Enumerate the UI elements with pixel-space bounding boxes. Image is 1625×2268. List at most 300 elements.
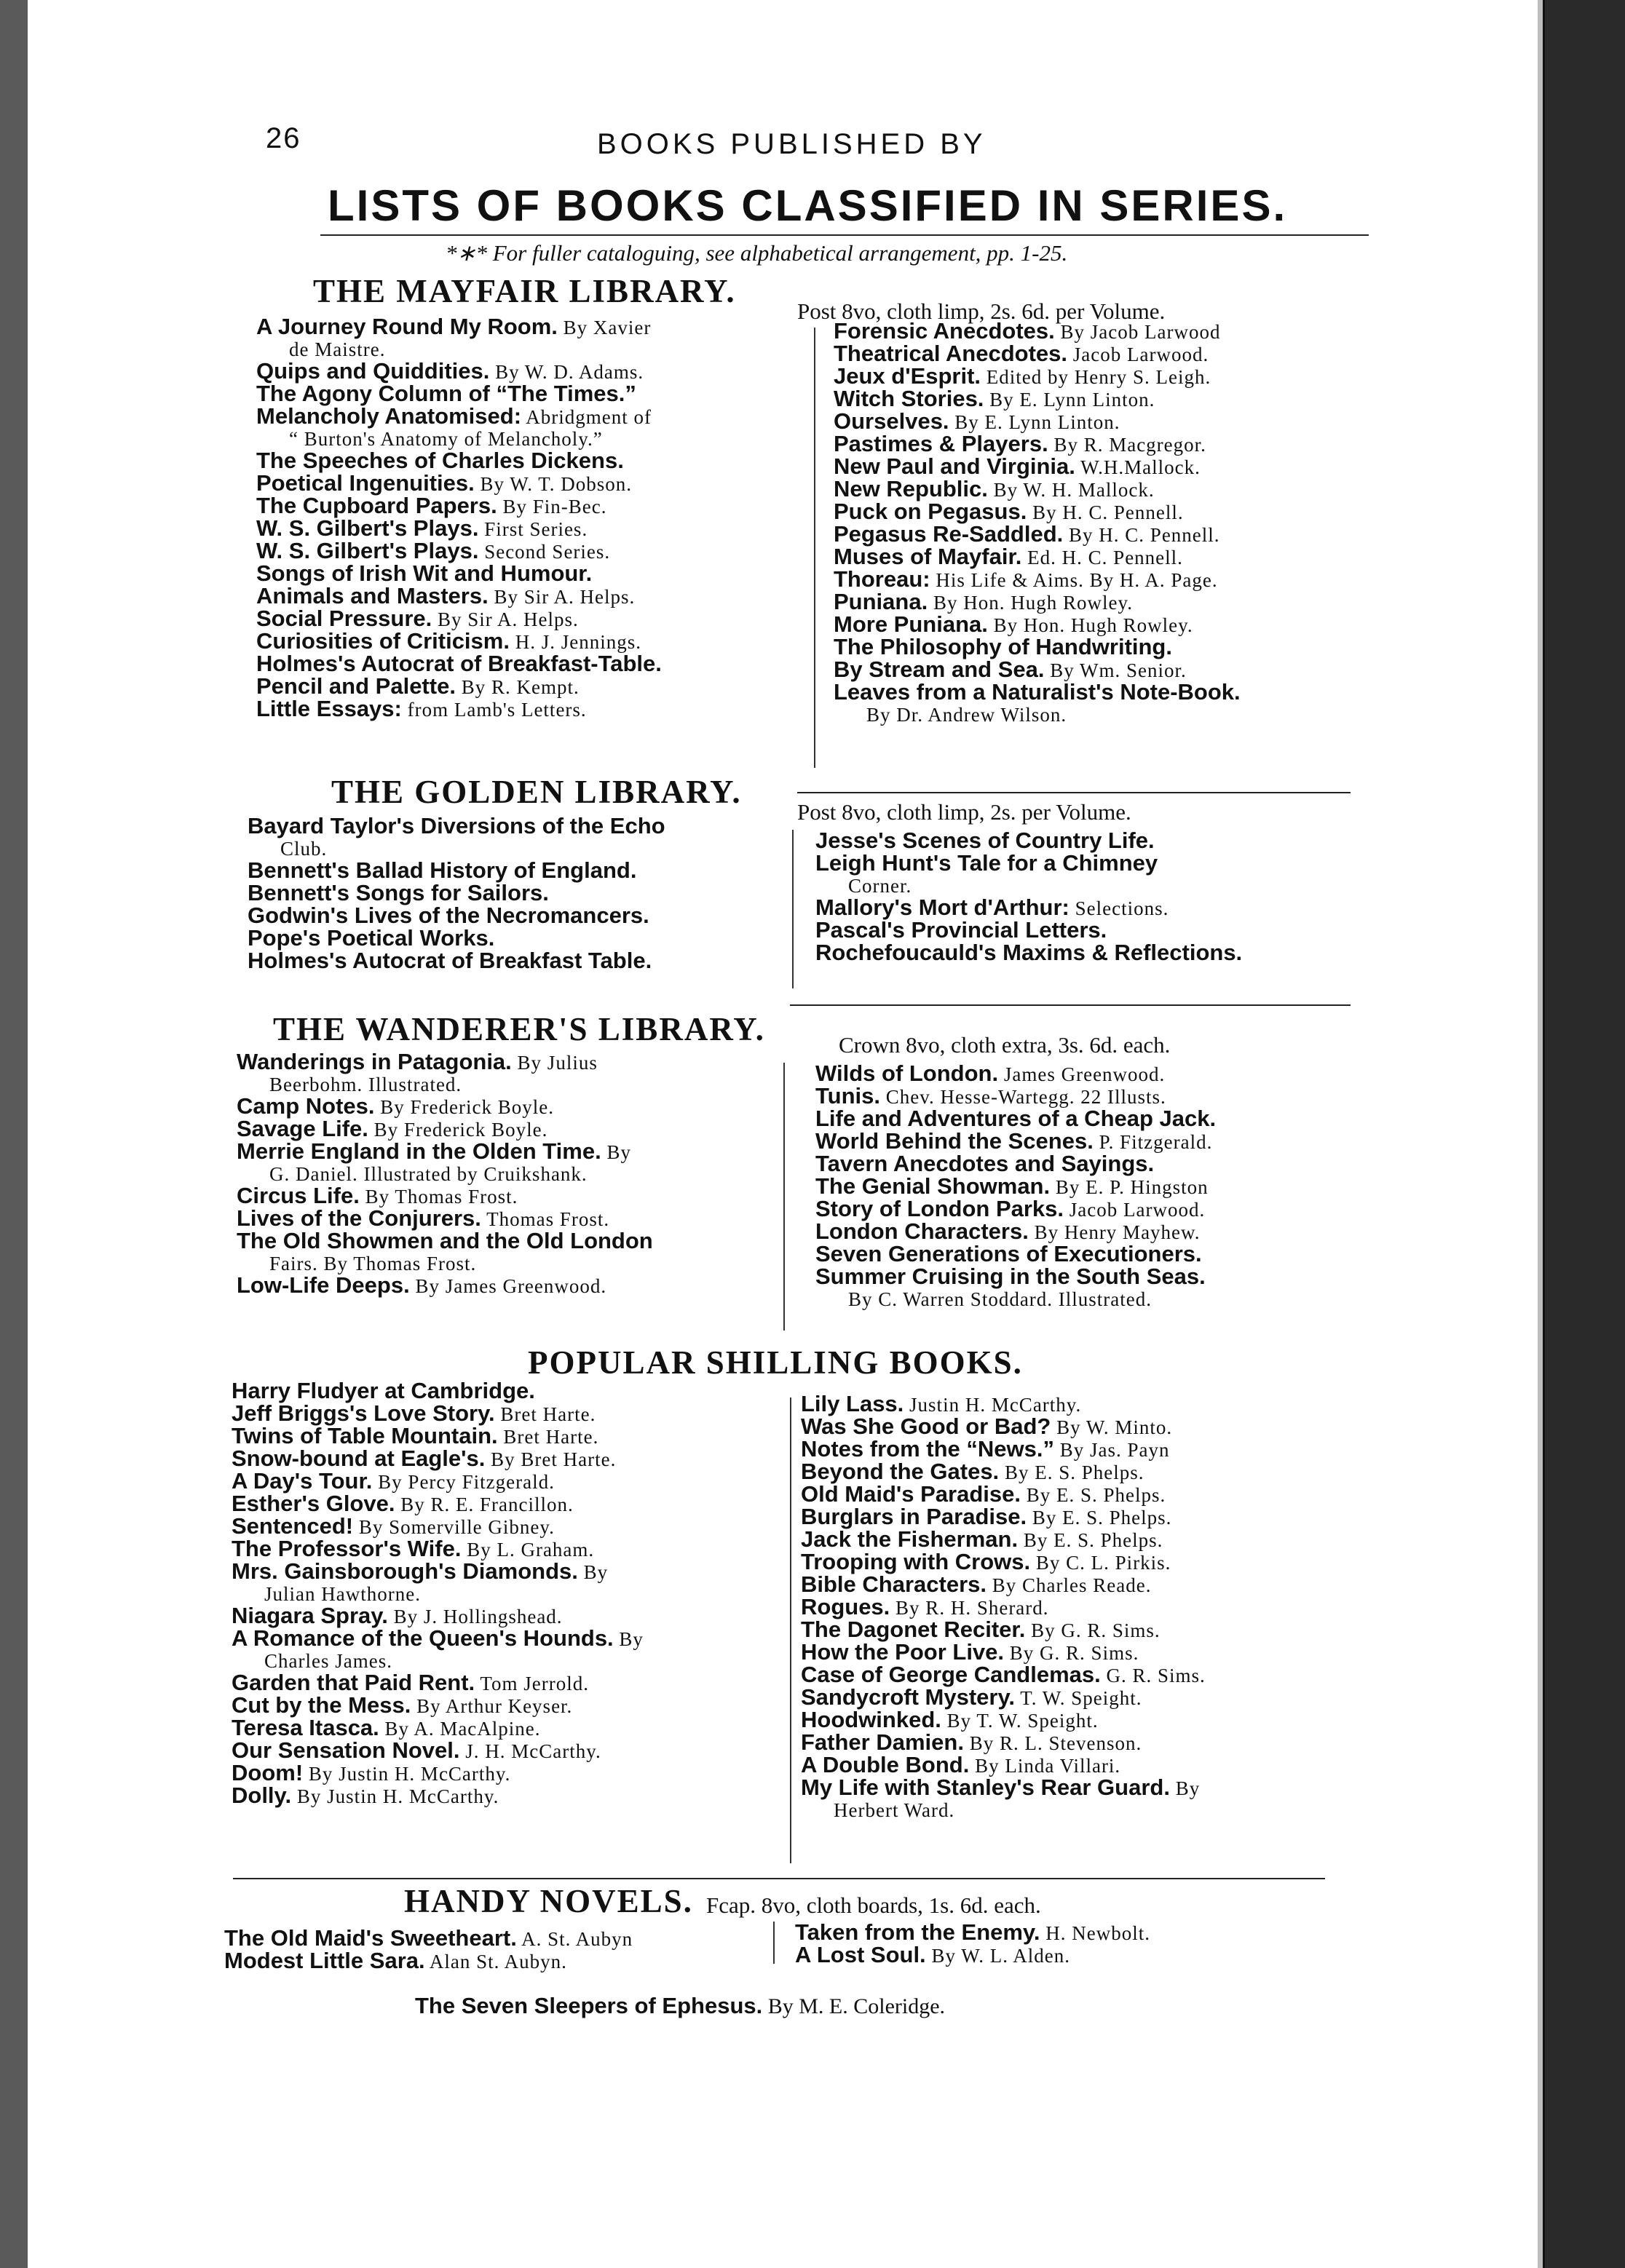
- book-entry: [232, 1605, 644, 1627]
- book-author: Alan St. Aubyn.: [424, 1951, 567, 1972]
- book-author: James Greenwood.: [998, 1063, 1166, 1085]
- book-author: By E. Lynn Linton.: [984, 389, 1155, 411]
- book-title: Quips and Quiddities.: [256, 358, 490, 384]
- book-entry: [801, 1729, 1206, 1755]
- book-entry: [834, 343, 1241, 365]
- book-title: Father Damien.: [801, 1729, 964, 1755]
- book-entry: [834, 365, 1241, 388]
- book-title: Garden that Paid Rent.: [232, 1670, 475, 1695]
- book-entry: [256, 585, 662, 608]
- book-title: Beyond the Gates.: [801, 1459, 1000, 1484]
- book-title: Tavern Anecdotes and Sayings.: [815, 1151, 1155, 1176]
- book-author: H. Newbolt.: [1040, 1922, 1150, 1944]
- book-entry: [834, 453, 1241, 479]
- book-title: Merrie England in the Olden Time.: [237, 1138, 601, 1164]
- book-title: Godwin's Lives of the Necromancers.: [248, 903, 649, 928]
- book-title: Jesse's Scenes of Country Life.: [815, 828, 1155, 853]
- book-author: By: [601, 1141, 631, 1163]
- book-entry: [815, 830, 1242, 852]
- shilling-rule: [233, 1878, 1325, 1879]
- book-entry: [834, 659, 1241, 681]
- golden-rule: [790, 1004, 1351, 1006]
- book-entry: [256, 383, 662, 405]
- book-author: By Henry Mayhew.: [1028, 1221, 1201, 1243]
- book-entry: [232, 1493, 644, 1515]
- book-entry-continuation: Fairs. By Thomas Frost.: [269, 1253, 477, 1274]
- handy-info: Fcap. 8vo, cloth boards, 1s. 6d. each.: [706, 1892, 1041, 1918]
- handy-divider: [773, 1922, 775, 1964]
- shilling-left-list: [232, 1380, 644, 1807]
- book-title: A Day's Tour.: [232, 1468, 373, 1494]
- book-author: By Justin H. McCarthy.: [303, 1763, 511, 1785]
- book-entry-continuation: Herbert Ward.: [834, 1799, 955, 1821]
- book-title: Notes from the “News.”: [801, 1436, 1054, 1462]
- last-entry-author: By M. E. Coleridge.: [762, 1994, 946, 2018]
- book-entry: [815, 1085, 1216, 1108]
- book-title: Curiosities of Criticism.: [256, 628, 510, 654]
- shilling-title: POPULAR SHILLING BOOKS.: [528, 1344, 1023, 1381]
- book-author: Edited by Henry S. Leigh.: [981, 366, 1211, 388]
- book-entry: [256, 495, 662, 518]
- book-entry: [232, 1717, 644, 1740]
- book-entry: [801, 1777, 1206, 1799]
- book-author: By: [613, 1628, 644, 1650]
- book-author: Abridgment of: [521, 406, 652, 428]
- book-title: The Old Showmen and the Old London: [237, 1228, 653, 1253]
- book-author: By Arthur Keyser.: [411, 1695, 573, 1717]
- book-author: By W. Minto.: [1051, 1416, 1173, 1438]
- book-title: My Life with Stanley's Rear Guard.: [801, 1775, 1170, 1800]
- book-entry: [801, 1754, 1206, 1777]
- book-entry-continuation: By Dr. Andrew Wilson.: [866, 704, 1067, 726]
- book-title: World Behind the Scenes.: [815, 1128, 1094, 1154]
- book-entry: [256, 360, 662, 383]
- book-author: By T. W. Speight.: [941, 1710, 1099, 1732]
- book-title: The Dagonet Reciter.: [801, 1617, 1026, 1642]
- book-entry: [801, 1686, 1206, 1709]
- book-entry: [237, 1118, 653, 1141]
- shilling-right-list: [801, 1393, 1206, 1821]
- handy-title: HANDY NOVELS.: [404, 1883, 693, 1919]
- book-title: Thoreau:: [834, 566, 930, 592]
- book-author: By W. H. Mallock.: [987, 479, 1155, 501]
- book-title: Witch Stories.: [834, 386, 984, 411]
- book-title: Doom!: [232, 1760, 304, 1785]
- book-title: Social Pressure.: [256, 606, 432, 631]
- book-entry: [248, 950, 665, 972]
- book-title: Seven Generations of Executioners.: [815, 1241, 1202, 1266]
- book-entry: [815, 1198, 1216, 1221]
- book-author: from Lamb's Letters.: [401, 699, 587, 721]
- book-entry: [256, 316, 662, 338]
- book-title: London Characters.: [815, 1218, 1029, 1244]
- book-title: Little Essays:: [256, 696, 402, 721]
- running-head: BOOKS PUBLISHED BY: [597, 128, 987, 160]
- book-author: By W. D. Adams.: [489, 361, 644, 383]
- book-title: Forensic Anecdotes.: [834, 318, 1055, 344]
- book-title: A Double Bond.: [801, 1752, 970, 1777]
- book-title: Tunis.: [815, 1083, 880, 1109]
- book-entry: [237, 1051, 653, 1074]
- book-title: Bennett's Songs for Sailors.: [248, 880, 549, 905]
- mayfair-divider: [814, 328, 815, 768]
- book-author: By Wm. Senior.: [1044, 659, 1187, 681]
- handy-left-list: [224, 1927, 633, 1972]
- book-entry: [256, 515, 662, 541]
- book-title: Melancholy Anatomised:: [256, 403, 522, 429]
- book-title: Wilds of London.: [815, 1060, 999, 1086]
- book-entry-continuation: de Maistre.: [289, 338, 386, 360]
- book-entry: [834, 546, 1241, 568]
- book-entry: [248, 927, 665, 950]
- book-entry: [834, 568, 1241, 591]
- book-entry: [815, 1060, 1216, 1086]
- book-title: Leigh Hunt's Tale for a Chimney: [815, 850, 1158, 876]
- book-author: Bret Harte.: [497, 1426, 599, 1448]
- book-author: By E. S. Phelps.: [1027, 1507, 1172, 1528]
- book-entry: [256, 472, 662, 495]
- book-entry: [237, 1230, 653, 1253]
- book-entry: [801, 1571, 1206, 1597]
- book-title: Puniana.: [834, 589, 928, 614]
- golden-left-list: [248, 815, 665, 972]
- book-title: Was She Good or Bad?: [801, 1413, 1051, 1439]
- book-title: Camp Notes.: [237, 1093, 375, 1119]
- book-entry-continuation: Charles James.: [264, 1650, 392, 1672]
- book-title: Leaves from a Naturalist's Note-Book.: [834, 679, 1241, 705]
- book-entry: [256, 675, 662, 698]
- book-title: Bennett's Ballad History of England.: [248, 857, 637, 883]
- book-entry: [815, 1266, 1216, 1288]
- book-entry: [232, 1785, 644, 1807]
- book-entry: [815, 1130, 1216, 1153]
- book-entry: [815, 1153, 1216, 1175]
- book-author: By Jacob Larwood: [1054, 321, 1221, 343]
- wanderer-divider: [783, 1063, 785, 1331]
- book-title: Theatrical Anecdotes.: [834, 341, 1068, 366]
- book-title: Pope's Poetical Works.: [248, 925, 495, 951]
- book-title: Lily Lass.: [801, 1391, 904, 1416]
- book-entry: [801, 1641, 1206, 1664]
- book-title: Rogues.: [801, 1594, 890, 1619]
- mayfair-info: Post 8vo, cloth limp, 2s. 6d. per Volume.: [797, 298, 1166, 324]
- book-author: Thomas Frost.: [481, 1208, 610, 1230]
- book-title: Taken from the Enemy.: [795, 1919, 1040, 1945]
- book-entry: [256, 608, 662, 630]
- book-entry: [801, 1528, 1206, 1551]
- book-entry: [232, 1694, 644, 1717]
- book-title: New Republic.: [834, 476, 988, 501]
- book-entry: [801, 1438, 1206, 1461]
- book-author: By Hon. Hugh Rowley.: [987, 614, 1193, 636]
- book-author: By L. Graham.: [461, 1539, 595, 1561]
- book-title: Burglars in Paradise.: [801, 1504, 1027, 1529]
- book-entry: [834, 611, 1241, 637]
- book-title: Life and Adventures of a Cheap Jack.: [815, 1106, 1217, 1131]
- book-entry: [232, 1558, 644, 1584]
- book-author: By Bret Harte.: [485, 1448, 617, 1470]
- book-author: By Somerville Gibney.: [353, 1516, 555, 1538]
- book-author: By Linda Villari.: [969, 1755, 1121, 1777]
- mayfair-left-list: [256, 316, 662, 721]
- wanderer-right-list: [815, 1060, 1217, 1310]
- book-title: Pastimes & Players.: [834, 431, 1048, 456]
- book-entry: [232, 1762, 644, 1785]
- book-entry-continuation: Beerbohm. Illustrated.: [269, 1074, 462, 1095]
- book-entry: [801, 1506, 1206, 1528]
- book-title: Pegasus Re-Saddled.: [834, 521, 1064, 547]
- book-title: Teresa Itasca.: [232, 1715, 379, 1740]
- book-title: Ourselves.: [834, 408, 949, 434]
- book-entry: [834, 388, 1241, 411]
- book-entry-continuation: “ Burton's Anatomy of Melancholy.”: [289, 428, 603, 450]
- book-author: P. Fitzgerald.: [1093, 1131, 1213, 1153]
- book-author: Ed. H. C. Pennell.: [1021, 547, 1183, 568]
- book-author: Jacob Larwood.: [1064, 1199, 1206, 1221]
- book-author: By E. S. Phelps.: [999, 1462, 1144, 1483]
- book-title: New Paul and Virginia.: [834, 453, 1075, 479]
- book-author: By H. C. Pennell.: [1063, 524, 1220, 546]
- book-title: Cut by the Mess.: [232, 1692, 411, 1718]
- book-title: Circus Life.: [237, 1183, 360, 1208]
- book-author: By Sir A. Helps.: [432, 608, 579, 630]
- book-title: Niagara Spray.: [232, 1603, 388, 1628]
- book-entry: [801, 1483, 1206, 1506]
- book-entry: [256, 540, 662, 563]
- book-author: By James Greenwood.: [409, 1275, 607, 1297]
- book-entry: [815, 1108, 1216, 1130]
- book-author: T. W. Speight.: [1015, 1687, 1142, 1709]
- book-author: By Percy Fitzgerald.: [372, 1471, 555, 1493]
- book-entry: [256, 560, 662, 586]
- book-title: Trooping with Crows.: [801, 1549, 1031, 1574]
- book-entry: [834, 591, 1241, 614]
- book-title: Holmes's Autocrat of Breakfast Table.: [248, 948, 652, 973]
- book-entry: [815, 897, 1242, 919]
- book-title: Poetical Ingenuities.: [256, 470, 475, 496]
- book-author: Chev. Hesse-Wartegg. 22 Illusts.: [879, 1086, 1166, 1108]
- mayfair-rule: [797, 792, 1351, 793]
- book-entry: [232, 1400, 644, 1426]
- last-entry-title: The Seven Sleepers of Ephesus.: [415, 1993, 763, 2018]
- book-entry: [834, 320, 1241, 343]
- book-title: Dolly.: [232, 1783, 292, 1808]
- book-title: Low-Life Deeps.: [237, 1272, 410, 1298]
- book-author: By Thomas Frost.: [359, 1186, 518, 1208]
- book-author: By R. H. Sherard.: [890, 1597, 1049, 1619]
- book-author: Second Series.: [478, 541, 611, 563]
- book-title: Muses of Mayfair.: [834, 544, 1022, 569]
- book-author: By R. L. Stevenson.: [963, 1732, 1142, 1754]
- book-entry: [256, 450, 662, 472]
- page-number: 26: [266, 122, 301, 154]
- wanderer-info: Crown 8vo, cloth extra, 3s. 6d. each.: [839, 1032, 1171, 1058]
- book-title: W. S. Gilbert's Plays.: [256, 515, 479, 541]
- book-title: A Journey Round My Room.: [256, 314, 558, 339]
- book-entry: [248, 815, 665, 838]
- book-author: By W. L. Alden.: [925, 1945, 1070, 1967]
- book-title: W. S. Gilbert's Plays.: [256, 538, 479, 563]
- wanderer-title: THE WANDERER'S LIBRARY.: [273, 1011, 765, 1047]
- book-entry: [256, 405, 662, 428]
- book-author: By Julius: [511, 1052, 598, 1074]
- book-author: By R. E. Francillon.: [395, 1494, 574, 1515]
- book-entry: [801, 1461, 1206, 1483]
- book-entry: [232, 1470, 644, 1493]
- book-title: Summer Cruising in the South Seas.: [815, 1264, 1206, 1289]
- book-title: Bible Characters.: [801, 1571, 987, 1597]
- book-title: Mrs. Gainsborough's Diamonds.: [232, 1558, 578, 1584]
- book-entry: [232, 1425, 644, 1448]
- book-entry: [834, 636, 1241, 659]
- book-author: H. J. Jennings.: [509, 631, 641, 653]
- book-author: J. H. McCarthy.: [459, 1740, 601, 1762]
- scan-left-edge: [0, 0, 28, 2268]
- book-author: By E. P. Hingston: [1050, 1176, 1209, 1198]
- handy-right-list: [795, 1919, 1150, 1967]
- book-entry: [815, 919, 1242, 942]
- wanderer-left-list: [237, 1051, 653, 1297]
- book-author: G. R. Sims.: [1100, 1665, 1206, 1686]
- book-author: By A. MacAlpine.: [379, 1718, 541, 1740]
- mayfair-title: THE MAYFAIR LIBRARY.: [313, 273, 736, 309]
- book-entry: [256, 630, 662, 653]
- book-entry: [801, 1664, 1206, 1686]
- book-title: A Romance of the Queen's Hounds.: [232, 1625, 614, 1651]
- book-title: Wanderings in Patagonia.: [237, 1049, 512, 1074]
- book-entry: [815, 1175, 1216, 1198]
- book-author: By Hon. Hugh Rowley.: [928, 592, 1133, 614]
- catalogue-note: *∗* For fuller cataloguing, see alphabetical arrangement, pp. 1-25.: [446, 240, 1068, 266]
- book-entry: [248, 857, 665, 883]
- book-author: By H. C. Pennell.: [1027, 501, 1184, 523]
- book-title: Jeff Briggs's Love Story.: [232, 1400, 495, 1426]
- book-author: By E. Lynn Linton.: [949, 411, 1120, 433]
- book-title: The Cupboard Papers.: [256, 493, 497, 518]
- book-author: By J. Hollingshead.: [387, 1606, 563, 1627]
- book-entry: [224, 1950, 633, 1972]
- book-title: The Philosophy of Handwriting.: [834, 634, 1172, 659]
- book-author: By W. T. Dobson.: [474, 473, 633, 495]
- book-entry: [248, 882, 665, 905]
- book-entry: [801, 1413, 1206, 1439]
- book-entry: [834, 478, 1241, 501]
- book-title: Holmes's Autocrat of Breakfast-Table.: [256, 651, 662, 676]
- book-author: Jacob Larwood.: [1067, 344, 1209, 365]
- book-author: By Jas. Payn: [1053, 1439, 1170, 1461]
- book-author: By R. Kempt.: [455, 676, 580, 698]
- book-author: W.H.Mallock.: [1075, 456, 1201, 478]
- book-title: Savage Life.: [237, 1116, 368, 1141]
- book-author: First Series.: [478, 518, 588, 540]
- book-title: How the Poor Live.: [801, 1639, 1005, 1665]
- book-entry: [232, 1448, 644, 1470]
- book-title: Lives of the Conjurers.: [237, 1205, 481, 1231]
- book-title: Twins of Table Mountain.: [232, 1423, 498, 1448]
- book-author: By E. S. Phelps.: [1018, 1529, 1163, 1551]
- book-entry: [801, 1393, 1206, 1416]
- book-author: Justin H. McCarthy.: [904, 1394, 1082, 1416]
- book-title: Rochefoucauld's Maxims & Reflections.: [815, 940, 1243, 965]
- book-title: More Puniana.: [834, 611, 988, 637]
- book-author: His Life & Aims. By H. A. Page.: [930, 569, 1218, 591]
- book-title: Jack the Fisherman.: [801, 1526, 1019, 1552]
- book-title: Modest Little Sara.: [224, 1948, 425, 1973]
- book-title: Pascal's Provincial Letters.: [815, 917, 1107, 943]
- book-title: Songs of Irish Wit and Humour.: [256, 560, 593, 586]
- book-entry: [232, 1627, 644, 1650]
- book-entry: [237, 1138, 653, 1164]
- book-title: By Stream and Sea.: [834, 657, 1045, 682]
- book-entry: [237, 1185, 653, 1208]
- book-entry: [232, 1515, 644, 1538]
- book-entry: [256, 653, 662, 675]
- book-author: By C. L. Pirkis.: [1030, 1552, 1171, 1574]
- book-entry: [834, 523, 1241, 546]
- book-entry: [801, 1619, 1206, 1641]
- book-author: By G. R. Sims.: [1004, 1642, 1139, 1664]
- book-entry-continuation: Club.: [280, 838, 328, 860]
- book-entry: [248, 905, 665, 927]
- book-title: Puck on Pegasus.: [834, 499, 1027, 524]
- book-author: By Frederick Boyle.: [368, 1119, 548, 1141]
- book-entry: [232, 1737, 644, 1763]
- book-title: The Agony Column of “The Times.”: [256, 381, 636, 406]
- book-entry: [815, 1243, 1216, 1266]
- golden-title: THE GOLDEN LIBRARY.: [331, 774, 742, 810]
- book-author: By: [1169, 1777, 1201, 1799]
- book-author: By Justin H. McCarthy.: [291, 1785, 499, 1807]
- book-entry-continuation: Corner.: [848, 875, 912, 897]
- book-author: By: [577, 1561, 609, 1583]
- book-title: Case of George Candlemas.: [801, 1662, 1101, 1687]
- book-entry: [801, 1596, 1206, 1619]
- book-author: By Sir A. Helps.: [488, 586, 636, 608]
- book-entry: [801, 1551, 1206, 1574]
- book-title: Pencil and Palette.: [256, 673, 456, 699]
- book-title: The Speeches of Charles Dickens.: [256, 448, 624, 473]
- golden-right-list: [815, 830, 1242, 964]
- book-title: Harry Fludyer at Cambridge.: [232, 1378, 535, 1403]
- book-title: Bayard Taylor's Diversions of the Echo: [248, 813, 665, 838]
- book-author: By G. R. Sims.: [1025, 1619, 1161, 1641]
- book-entry: [232, 1538, 644, 1561]
- book-title: A Lost Soul.: [795, 1942, 926, 1967]
- book-entry: [801, 1709, 1206, 1732]
- mayfair-right-list: [834, 320, 1241, 726]
- book-author: By Charles Reade.: [987, 1574, 1152, 1596]
- book-title: Story of London Parks.: [815, 1196, 1064, 1221]
- title-rule: [320, 234, 1369, 236]
- book-title: Sentenced!: [232, 1513, 354, 1539]
- book-entry: [815, 852, 1242, 875]
- book-title: Mallory's Mort d'Arthur:: [815, 895, 1070, 920]
- book-entry: [237, 1205, 653, 1231]
- handy-last-entry: [415, 1993, 945, 2019]
- scan-right-edge: [1543, 0, 1625, 2268]
- book-author: By E. S. Phelps.: [1020, 1484, 1166, 1506]
- book-author: Selections.: [1069, 897, 1169, 919]
- book-title: The Genial Showman.: [815, 1173, 1051, 1199]
- book-author: By Fin-Bec.: [497, 496, 607, 518]
- book-author: Tom Jerrold.: [475, 1673, 590, 1694]
- book-author: Bret Harte.: [494, 1403, 596, 1425]
- book-entry: [834, 501, 1241, 523]
- golden-divider: [792, 830, 794, 988]
- book-title: Hoodwinked.: [801, 1707, 941, 1732]
- book-title: Esther's Glove.: [232, 1491, 395, 1516]
- main-title: LISTS OF BOOKS CLASSIFIED IN SERIES.: [328, 181, 1288, 230]
